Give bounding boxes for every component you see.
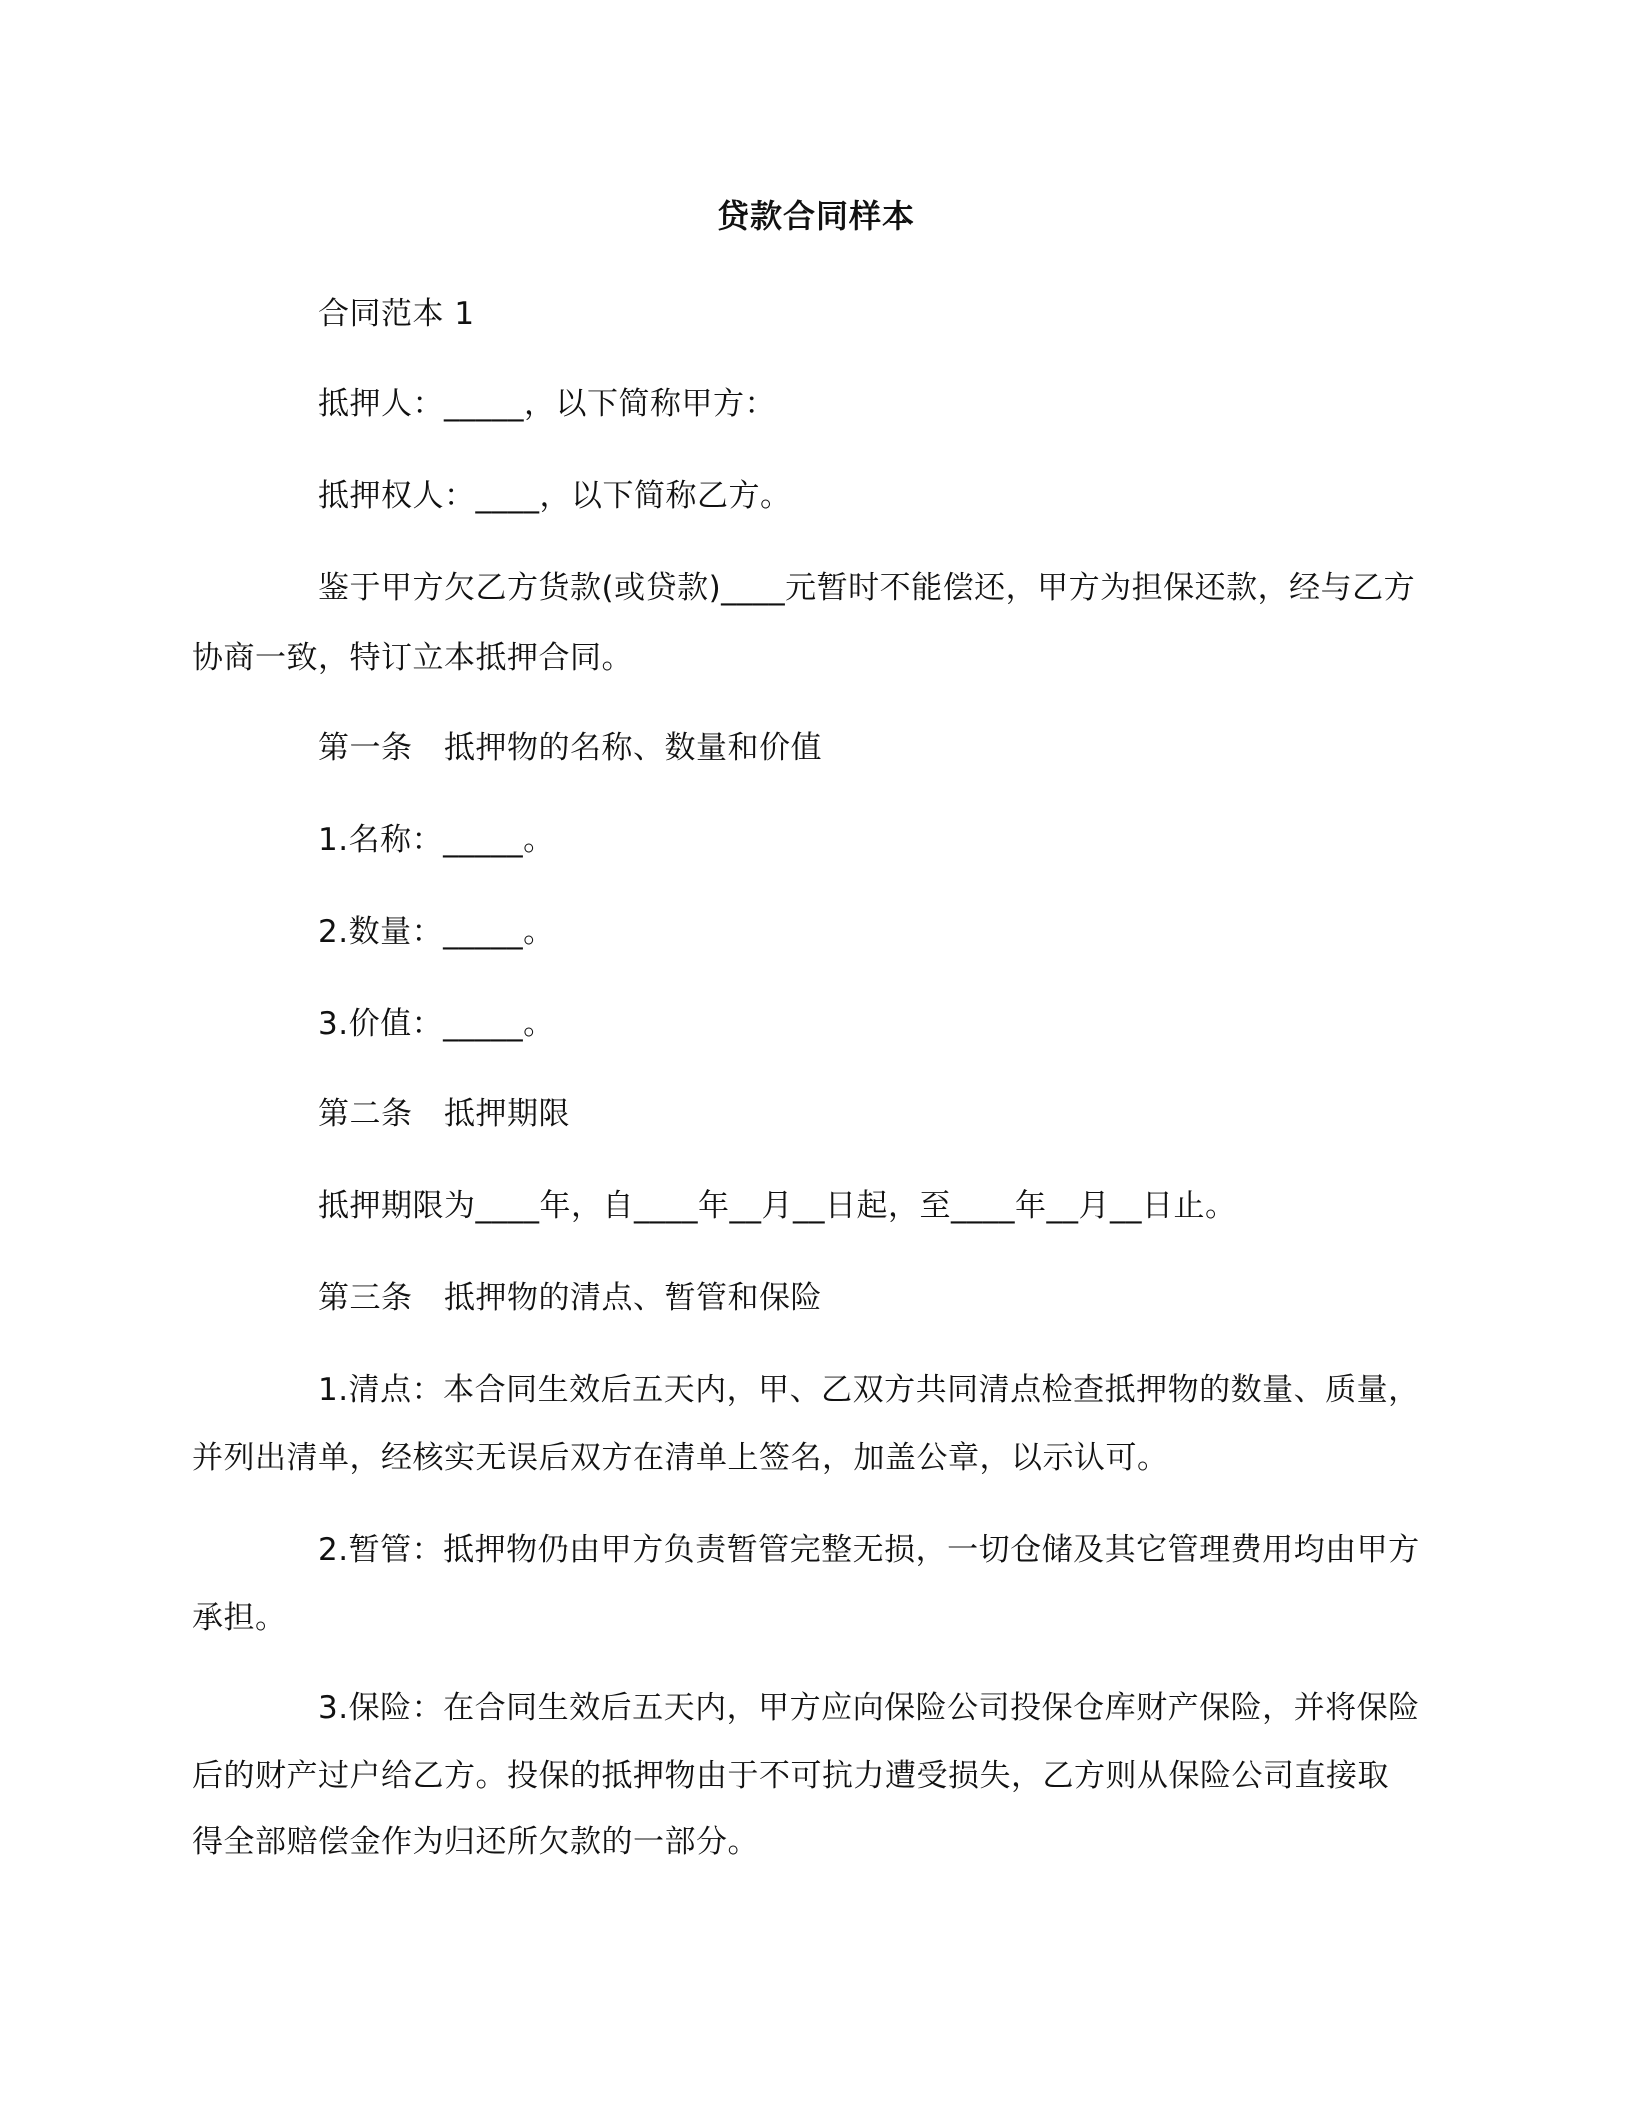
- article-3-custody-line-2: 承担。: [192, 1600, 287, 1636]
- preamble-line-2: 协商一致，特订立本抵押合同。: [192, 640, 633, 676]
- article-2-term: 抵押期限为____年，自____年__月__日起，至____年__月__日止。: [318, 1188, 1237, 1224]
- article-1-heading: 第一条 抵押物的名称、数量和价值: [318, 730, 822, 766]
- article-2-heading: 第二条 抵押期限: [318, 1096, 570, 1132]
- article-3-insurance-line-3: 得全部赔偿金作为归还所欠款的一部分。: [192, 1824, 759, 1860]
- article-1-value: 3.价值：_____。: [318, 1006, 555, 1042]
- article-3-inventory-line-1: 1.清点：本合同生效后五天内，甲、乙双方共同清点检查抵押物的数量、质量，: [318, 1372, 1420, 1408]
- article-3-inventory-line-2: 并列出清单，经核实无误后双方在清单上签名，加盖公章，以示认可。: [192, 1440, 1169, 1476]
- document-title: 贷款合同样本: [716, 197, 915, 235]
- mortgagee-line: 抵押权人：____，以下简称乙方。: [318, 478, 792, 514]
- article-3-heading: 第三条 抵押物的清点、暂管和保险: [318, 1280, 822, 1316]
- article-3-insurance-line-1: 3.保险：在合同生效后五天内，甲方应向保险公司投保仓库财产保险，并将保险: [318, 1690, 1420, 1726]
- article-1-quantity: 2.数量：_____。: [318, 914, 555, 950]
- article-1-name: 1.名称：_____。: [318, 822, 555, 858]
- mortgagor-line: 抵押人：_____，以下简称甲方：: [318, 386, 776, 422]
- sample-heading: 合同范本 1: [318, 296, 475, 332]
- article-3-insurance-line-2: 后的财产过户给乙方。投保的抵押物由于不可抗力遭受损失，乙方则从保险公司直接取: [192, 1758, 1389, 1794]
- article-3-custody-line-1: 2.暂管：抵押物仍由甲方负责暂管完整无损，一切仓储及其它管理费用均由甲方: [318, 1532, 1420, 1568]
- preamble-line-1: 鉴于甲方欠乙方货款(或贷款)____元暂时不能偿还，甲方为担保还款，经与乙方: [318, 570, 1416, 606]
